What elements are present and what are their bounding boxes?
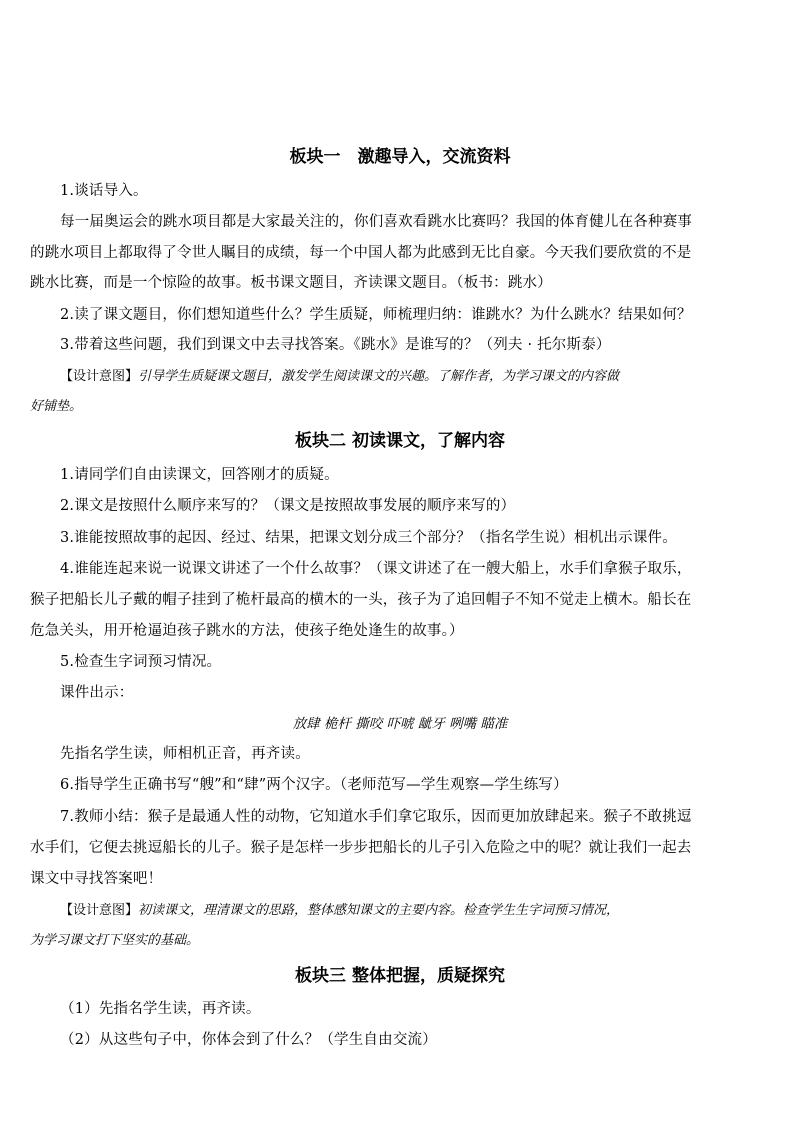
design-note-tag: 【设计意图】 — [60, 369, 139, 384]
design-note-tag: 【设计意图】 — [60, 903, 139, 918]
section2-paragraph-2: 2.课文是按照什么顺序来写的？（课文是按照故事发展的顺序来写的） — [60, 498, 516, 514]
section1-paragraph-2-line-3: 跳水比赛，而是一个惊险的故事。板书课文题目，齐读课文题目。（板书：跳水） — [30, 275, 552, 291]
section2-paragraph-3: 3.谁能按照故事的起因、经过、结果，把课文划分成三个部分？（指名学生说）相机出示课件。 — [60, 530, 677, 546]
section2-paragraph-9-line-3: 课文中寻找答案吧！ — [30, 871, 163, 887]
section2-paragraph-9-line-1: 7.教师小结：猴子是最通人性的动物，它知道水手们拿它取乐，因而更加放肆起来。猴子不敢挑逗 — [60, 809, 692, 825]
section3-paragraph-2: （2）从这些句子中，你体会到了什么？（学生自由交流） — [60, 1032, 437, 1048]
section1-paragraph-1: 1.谈话导入。 — [60, 183, 148, 199]
section1-design-note-line-1 — [30, 366, 780, 388]
section3-heading: 板块三 整体把握，质疑探究 — [295, 966, 505, 986]
section1-paragraph-2-line-1: 每一届奥运会的跳水项目都是大家最关注的，你们喜欢看跳水比赛吗？我国的体育健儿在各种赛事 — [60, 214, 693, 230]
section2-design-note-line-1 — [30, 900, 780, 922]
section2-paragraph-6: 课件出示： — [60, 685, 134, 701]
section2-paragraph-4-line-2: 猴子把船长儿子戴的帽子挂到了桅杆最高的横木的一头，孩子为了追回帽子不知不觉走上横木。船长在 — [30, 592, 692, 608]
section1-paragraph-4: 3.带着这些问题，我们到课文中去寻找答案。《跳水》是谁写的？（列夫 · 托尔斯泰） — [60, 337, 611, 353]
section2-paragraph-5: 5.检查生字词预习情况。 — [60, 654, 222, 670]
section2-paragraph-9-line-2: 水手们，它便去挑逗船长的儿子。猴子是怎样一步步把船长的儿子引入危险之中的呢？就让我们一起去 — [30, 840, 692, 856]
design-note-text: 初读课文，理清课文的思路，整体感知课文的主要内容。检查学生生字词预习情况， — [138, 903, 620, 918]
section2-paragraph-4-line-3: 危急关头，用开枪逼迫孩子跳水的方法，使孩子绝处逢生的故事。） — [30, 623, 464, 639]
section1-design-note-line-2: 好铺垫。 — [30, 399, 83, 414]
section2-heading: 板块二 初读课文，了解内容 — [295, 431, 505, 451]
section1-paragraph-3: 2.读了课文题目，你们想知道些什么？学生质疑，师梳理归纳：谁跳水？为什么跳水？结果如何？ — [60, 307, 692, 323]
section2-paragraph-7: 先指名学生读，师相机正音，再齐读。 — [60, 746, 310, 762]
section1-paragraph-2-line-2: 的跳水项目上都取得了令世人瞩目的成绩，每一个中国人都为此感到无比自豪。今天我们要欣赏的不是 — [30, 245, 692, 261]
section2-paragraph-8: 6.指导学生正确书写“艘”和“肆”两个汉字。（老师范写—学生观察—学生练写） — [60, 777, 568, 793]
vocabulary-words: 放肆 桅杆 撕咬 吓唬 龇牙 咧嘴 瞄准 — [292, 716, 508, 732]
section2-paragraph-4-line-1: 4.谁能连起来说一说课文讲述了一个什么故事？（课文讲述了在一艘大船上，水手们拿猴子取乐， — [60, 561, 692, 577]
section2-design-note-line-2: 为学习课文打下坚实的基础。 — [30, 933, 200, 948]
section1-heading: 板块一 激趣导入，交流资料 — [289, 147, 511, 167]
section3-paragraph-1: （1）先指名学生读，再齐读。 — [60, 1001, 261, 1017]
design-note-text: 引导学生质疑课文题目，激发学生阅读课文的兴趣。了解作者，为学习课文的内容做 — [138, 369, 620, 384]
section2-paragraph-1: 1.请同学们自由读课文，回答刚才的质疑。 — [60, 467, 339, 483]
